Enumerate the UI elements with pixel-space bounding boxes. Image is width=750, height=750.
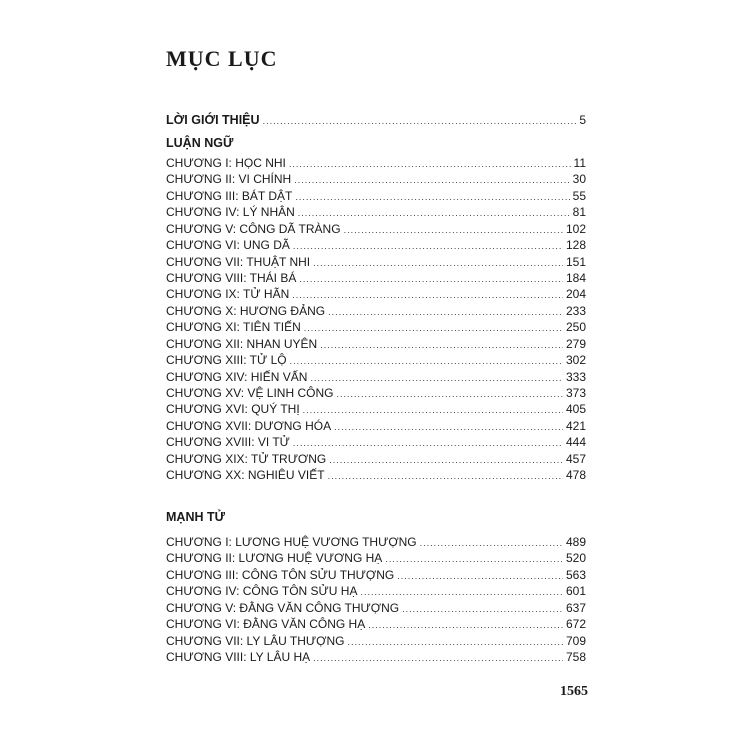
toc-entry-label: CHƯƠNG II: VI CHÍNH [166,172,292,187]
section-title-manh-tu: MẠNH TỬ [166,510,225,524]
dot-leader [293,238,563,254]
dot-leader [336,386,563,402]
dot-leader [334,419,563,435]
dot-leader [299,271,563,287]
dot-leader [420,535,563,551]
toc-entry-page: 250 [565,320,586,335]
toc-entry[interactable] [166,418,586,435]
toc-entry-label: CHƯƠNG XII: NHAN UYÊN [166,336,318,351]
toc-entry-page: 405 [565,402,586,417]
toc-entry[interactable] [166,270,586,287]
toc-entry[interactable] [166,188,586,205]
dot-leader [304,320,563,336]
toc-entry-page: 333 [565,369,586,384]
dot-leader [294,172,569,188]
toc-entry-page: 758 [565,650,586,664]
toc-entry-page: 489 [565,535,586,549]
dot-leader [397,568,563,584]
section-title-luan-ngu: LUẬN NGỮ [166,136,234,150]
dot-leader [313,255,563,271]
toc-entry[interactable] [166,649,586,666]
toc-entry[interactable] [166,204,586,221]
toc-entry-page: 233 [565,303,586,318]
toc-entry-label: CHƯƠNG XIX: TỬ TRƯƠNG [166,451,327,466]
toc-entry-label: CHƯƠNG VI: ĐẰNG VĂN CÔNG HẠ [166,617,366,632]
toc-entry-label: CHƯƠNG XVIII: VI TỬ [166,435,290,450]
dot-leader [329,452,563,468]
toc-entry-page: 444 [565,435,586,450]
toc-entry-label: CHƯƠNG XIII: TỬ LỘ [166,353,287,368]
toc-entry-label: CHƯƠNG VI: UNG DÃ [166,238,290,253]
toc-entry[interactable] [166,254,586,271]
toc-entry[interactable] [166,633,586,650]
toc-entry-page: 478 [565,468,586,483]
toc-entry[interactable] [166,467,586,484]
toc-entry-page: 151 [565,254,586,269]
dot-leader [344,222,563,238]
toc-entry[interactable] [166,401,586,418]
toc-entry-label: CHƯƠNG XI: TIÊN TIẾN [166,320,301,335]
toc-entry-label: CHƯƠNG I: HỌC NHI [166,156,286,170]
toc-entry[interactable] [166,319,586,336]
toc-entry[interactable] [166,237,586,254]
toc-entry-page: 279 [565,336,586,351]
toc-entry[interactable] [166,336,586,353]
page-title: MỤC LỤC [166,46,278,71]
toc-entry-page: 128 [565,238,586,253]
toc-entry-page: 373 [565,386,586,401]
toc-entry-label: CHƯƠNG V: ĐẰNG VĂN CÔNG THƯỢNG [166,600,400,615]
toc-entry[interactable] [166,451,586,468]
dot-leader [303,402,563,418]
toc-entry-label: CHƯƠNG VII: THUẬT NHI [166,254,311,269]
toc-entry[interactable] [166,171,586,188]
toc-entry-page: 637 [565,600,586,615]
dot-leader [310,370,563,386]
toc-entry-label: CHƯƠNG XX: NGHIÊU VIẾT [166,468,325,483]
dot-leader [368,617,563,633]
dot-leader [360,584,563,600]
page-number: 1565 [560,684,588,699]
dot-leader [313,650,563,666]
toc-entry-page: 421 [565,418,586,433]
toc-entry-label: CHƯƠNG IV: LÝ NHÂN [166,205,295,220]
toc-entry[interactable] [166,583,586,600]
toc-entry-page: 709 [565,633,586,648]
toc-entry-page: 672 [565,617,586,632]
dot-leader [328,468,563,484]
dot-leader [347,634,563,650]
toc-entry-label: CHƯƠNG XV: VỆ LINH CÔNG [166,386,334,401]
dot-leader [289,156,571,172]
toc-entry-page: 81 [572,205,586,220]
toc-entry-label: CHƯƠNG XIV: HIẾN VẤN [166,369,308,384]
toc-entry-page: 30 [572,172,586,187]
toc-entry-page: 302 [565,353,586,368]
toc-entry-label: CHƯƠNG II: LƯƠNG HUỆ VƯƠNG HẠ [166,551,383,566]
toc-entry[interactable] [166,352,586,369]
toc-entry[interactable] [166,221,586,238]
toc-entry[interactable] [166,567,586,584]
toc-entry-page: 457 [565,451,586,466]
toc-entry[interactable] [166,286,586,303]
dot-leader [263,113,577,129]
toc-entry-label: CHƯƠNG XVI: QUÝ THỊ [166,402,300,417]
toc-entry-label: CHƯƠNG VIII: THÁI BÁ [166,271,297,285]
toc-entry-page: 601 [565,584,586,599]
dot-leader [385,551,563,567]
toc-entry-label: CHƯƠNG VIII: LY LÂU HẠ [166,650,311,664]
toc-entry-page: 520 [565,551,586,566]
toc-entry[interactable] [166,385,586,402]
toc-entry-label: LỜI GIỚI THIỆU [166,113,260,127]
dot-leader [328,304,563,320]
toc-entry-page: 55 [572,188,586,203]
toc-entry-page: 184 [565,271,586,285]
toc-entry[interactable] [166,369,586,386]
toc-entry-label: CHƯƠNG I: LƯƠNG HUỆ VƯƠNG THƯỢNG [166,535,417,549]
toc-entry-label: CHƯƠNG III: CÔNG TÔN SỬU THƯỢNG [166,567,395,582]
toc-entry-label: CHƯƠNG X: HƯƠNG ĐẢNG [166,303,326,318]
toc-entry-page: 102 [565,221,586,236]
dot-leader [293,435,563,451]
dot-leader [298,205,570,221]
toc-entry[interactable] [166,534,586,551]
toc-entry-page: 5 [579,113,586,127]
toc-entry-label: CHƯƠNG XVII: DƯƠNG HÓA [166,418,332,433]
dot-leader [320,337,563,353]
toc-entry[interactable] [166,550,586,567]
toc-entry-label: CHƯƠNG IV: CÔNG TÔN SỬU HẠ [166,584,358,599]
toc-entry-label: CHƯƠNG III: BÁT DẬT [166,188,293,203]
toc-entry-page: 204 [565,287,586,302]
toc-entry[interactable] [166,303,586,320]
dot-leader [402,601,563,617]
toc-entry[interactable] [166,600,586,617]
dot-leader [292,287,563,303]
dot-leader [295,189,569,205]
toc-entry-label: CHƯƠNG VII: LY LÂU THƯỢNG [166,633,345,648]
dot-leader [290,353,563,369]
toc-entry-page: 563 [565,567,586,582]
toc-entry[interactable] [166,155,586,172]
toc-entry-label: CHƯƠNG V: CÔNG DÃ TRÀNG [166,221,341,236]
toc-entry-intro[interactable] [166,112,586,129]
toc-entry[interactable] [166,616,586,633]
toc-entry-page: 11 [573,156,586,170]
toc-entry[interactable] [166,434,586,451]
toc-entry-label: CHƯƠNG IX: TỬ HÃN [166,287,290,302]
